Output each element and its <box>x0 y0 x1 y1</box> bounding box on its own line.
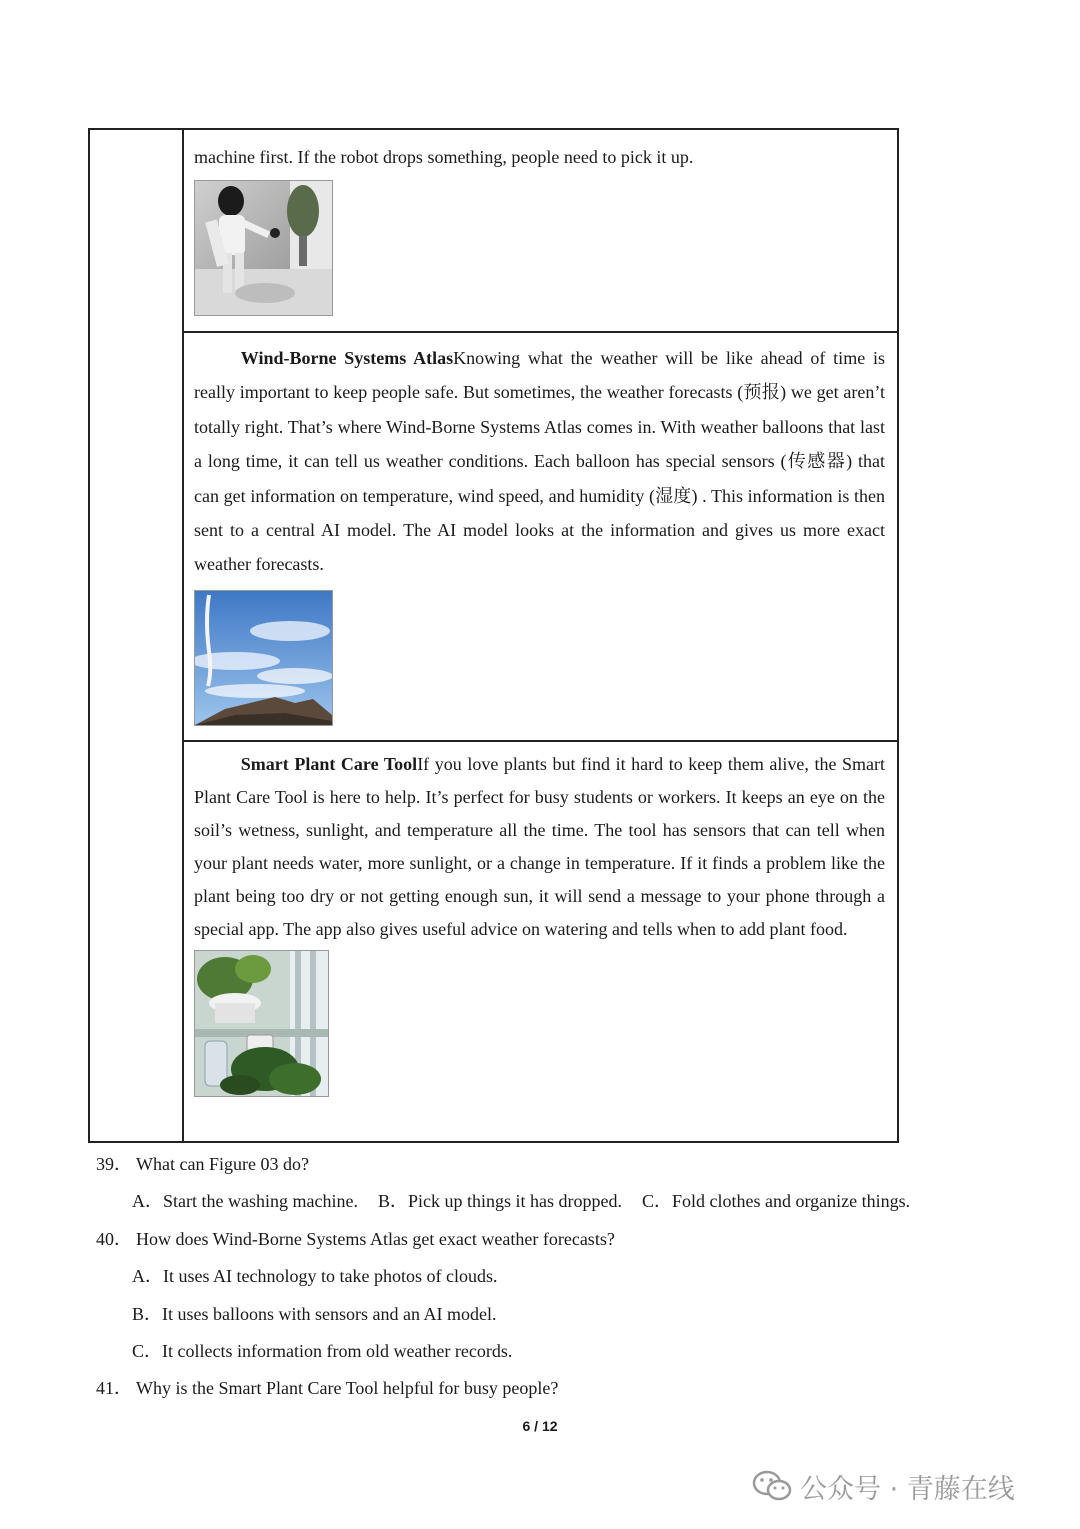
option-a: A．It uses AI technology to take photos of clouds. <box>132 1266 498 1287</box>
robot-cell <box>183 129 898 332</box>
question-text: What can Figure 03 do? <box>136 1154 309 1174</box>
plant-body: If you love plants but find it hard to keep them alive, the Smart Plant Care Tool is here to help. It’s perfect for busy students or workers. It keeps an eye on the soil’s wetness, sunlight, and temperature all the time. The tool has sensors that can tell when your plant needs water, more sunlight, or a change in temperature. If it finds a problem like the plant being too dry or not getting enough sun, it will send a message to your phone through a special app. The app also gives useful advice on watering and tells when to add plant food. <box>194 754 885 939</box>
question-text: How does Wind-Borne Systems Atlas get exact weather forecasts? <box>136 1228 615 1249</box>
question-number: 39． <box>96 1154 132 1174</box>
option-a: A．Start the washing machine. <box>132 1191 358 1212</box>
question-39-options <box>96 1183 996 1220</box>
robot-text: machine first. If the robot drops something, people need to pick it up. <box>194 147 694 167</box>
question-number: 41． <box>96 1378 132 1399</box>
passage-table <box>88 128 899 1143</box>
atlas-cell <box>183 332 898 741</box>
option-c: C．It collects information from old weather records. <box>132 1341 513 1362</box>
questions-section <box>96 1146 996 1408</box>
page-number: 6 / 12 <box>522 1418 558 1434</box>
question-text: Why is the Smart Plant Care Tool helpful for busy people? <box>136 1378 559 1399</box>
option-c: C．Fold clothes and organize things. <box>641 1191 911 1212</box>
plant-cell <box>183 741 898 1142</box>
question-40 <box>96 1221 996 1258</box>
plant-title: Smart Plant Care Tool <box>240 754 418 774</box>
left-column <box>89 129 183 1142</box>
question-39 <box>96 1146 996 1183</box>
plant-paragraph <box>194 748 885 946</box>
watermark <box>752 1468 1015 1504</box>
atlas-paragraph <box>194 341 885 582</box>
robot-photo <box>194 180 333 316</box>
atlas-title: Wind-Borne Systems Atlas <box>240 348 454 368</box>
atlas-body: Knowing what the weather will be like ahead of time is really important to keep people safe. But sometimes, the weather forecasts (预报) we get aren’t totally right. That’s where Wind-Borne Systems Atlas comes in. With weather balloons that last a long time, it can tell us weather conditions. Each balloon has special sensors (传感器) that can get information on temperature, wind speed, and humidity (湿度) . This information is then sent to a central AI model. The AI model looks at the information and gives us more exact weather forecasts. <box>194 348 885 575</box>
watermark-text: 公众号 · 青藤在线 <box>800 1473 1015 1505</box>
wechat-icon <box>752 1469 792 1503</box>
plant-photo <box>194 950 329 1097</box>
option-b: B．It uses balloons with sensors and an AI model. <box>132 1303 497 1324</box>
question-number: 40． <box>96 1228 132 1249</box>
option-b: B．Pick up things it has dropped. <box>377 1191 622 1212</box>
question-41 <box>96 1370 996 1407</box>
balloon-sky-photo <box>194 590 333 726</box>
